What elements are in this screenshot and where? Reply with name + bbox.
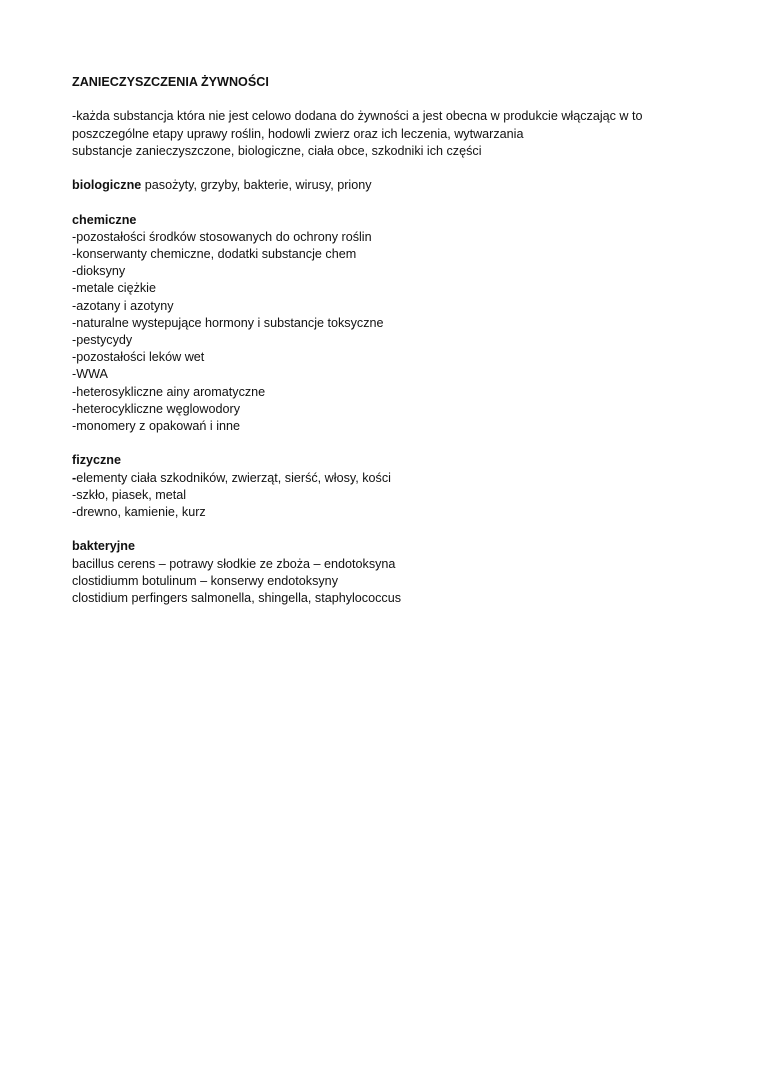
biological-heading: biologiczne — [72, 178, 142, 193]
chemical-item: -heterosykliczne ainy aromatyczne — [72, 384, 266, 399]
chemical-item: -pestycydy — [72, 333, 133, 347]
chemical-item: -pozostałości środków stosowanych do ochrony roślin — [72, 229, 372, 244]
bacterial-item: bacillus cerens – potrawy słodkie ze zboża – endotoksyna — [72, 556, 396, 571]
chemical-item: -metale ciężkie — [72, 281, 156, 296]
chemical-item: -dioksyny — [72, 264, 126, 279]
spacer — [72, 435, 712, 452]
physical-first-text: elementy ciała szkodników, zwierząt, sierść, włosy, kości — [76, 470, 391, 485]
spacer — [72, 194, 712, 211]
bacterial-item: clostidium perfingers salmonella, shingella, staphylococcus — [72, 591, 401, 606]
bacterial-heading: bakteryjne — [72, 539, 135, 554]
intro-line: substancje zanieczyszczone, biologiczne, ciała obce, szkodniki ich części — [72, 143, 482, 158]
bacterial-item: clostidiumm botulinum – konserwy endotoksyny — [72, 573, 338, 588]
chemical-item: -azotany i azotyny — [72, 298, 174, 313]
chemical-item: -pozostałości leków wet — [72, 350, 205, 365]
chemical-item: -heterocykliczne węglowodory — [72, 401, 240, 416]
spacer — [72, 91, 712, 108]
chemical-item: -monomery z opakowań i inne — [72, 419, 240, 434]
document-body — [72, 74, 712, 607]
physical-heading: fizyczne — [72, 453, 121, 468]
spacer — [72, 521, 712, 538]
physical-item: -szkło, piasek, metal — [72, 487, 187, 502]
chemical-item: -naturalne wystepujące hormony i substancje toksyczne — [72, 315, 384, 330]
physical-first-dash: - — [72, 470, 77, 485]
intro-line: poszczególne etapy uprawy roślin, hodowli zwierz oraz ich leczenia, wytwarzania — [72, 126, 524, 141]
biological-text: pasożyty, grzyby, bakterie, wirusy, priony — [141, 178, 372, 193]
spacer — [72, 160, 712, 177]
intro-line: -każda substancja która nie jest celowo dodana do żywności a jest obecna w produkcie włączając w to — [72, 109, 643, 124]
biological-line — [72, 177, 712, 194]
chemical-heading: chemiczne — [72, 212, 137, 227]
chemical-item: -konserwanty chemiczne, dodatki substancje chem — [72, 246, 357, 261]
physical-item: -drewno, kamienie, kurz — [72, 505, 206, 520]
physical-item — [72, 470, 712, 487]
chemical-item: -WWA — [72, 367, 108, 382]
document-title: ZANIECZYSZCZENIA ŻYWNOŚCI — [72, 75, 269, 89]
